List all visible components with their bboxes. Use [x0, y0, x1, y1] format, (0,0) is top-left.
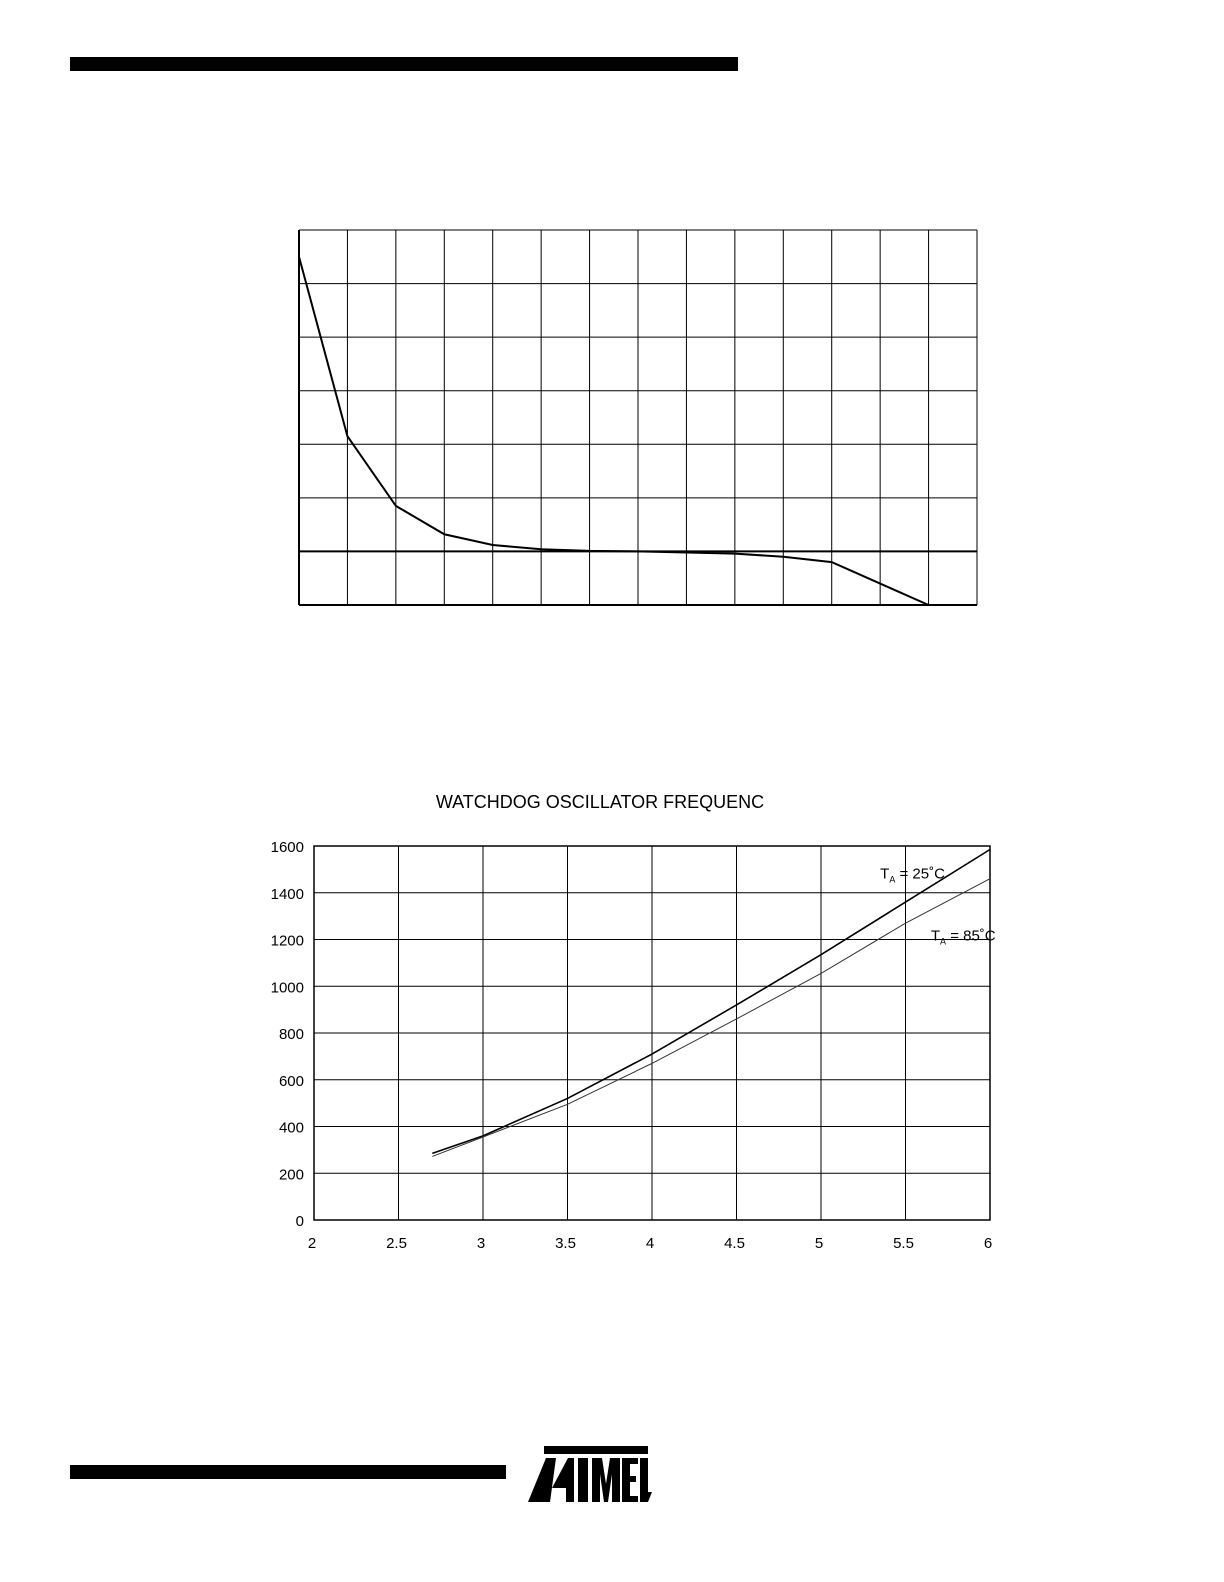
- y-tick-label: 0: [295, 1213, 304, 1230]
- x-tick-label: 3.5: [555, 1235, 576, 1252]
- y-tick-label: 1600: [270, 839, 304, 856]
- y-tick-label: 600: [278, 1072, 304, 1090]
- logo-text: ATMEL: [528, 1444, 532, 1445]
- x-tick-label: 3: [476, 1235, 486, 1252]
- series-label-85c: $T_A$ = 85˚C: [930, 927, 996, 947]
- atmel-logo: [528, 1444, 652, 1504]
- x-tick-label: 2: [307, 1235, 317, 1252]
- bottom-footer-bar: [70, 1465, 506, 1479]
- y-tick-label: 800: [278, 1026, 304, 1043]
- series-line-25c: [432, 850, 990, 1154]
- y-tick-label: 1000: [270, 979, 304, 997]
- x-tick-label: 5: [814, 1235, 824, 1252]
- series-line-85c: [432, 879, 990, 1157]
- x-tick-label: 4: [645, 1235, 655, 1252]
- x-tick-label: 5.5: [893, 1235, 914, 1252]
- y-tick-label: 1200: [270, 932, 304, 950]
- x-tick-label: 4.5: [724, 1235, 745, 1252]
- y-tick-label: 400: [278, 1119, 304, 1137]
- y-tick-label: 1400: [270, 885, 304, 903]
- watchdog-chart-title: WATCHDOG OSCILLATOR FREQUENC: [435, 792, 765, 812]
- series-label-25c: $T_A$ = 25˚C: [880, 865, 945, 885]
- x-tick-label: 6: [983, 1235, 993, 1252]
- x-tick-label: 2.5: [386, 1235, 407, 1252]
- y-tick-label: 200: [278, 1166, 304, 1184]
